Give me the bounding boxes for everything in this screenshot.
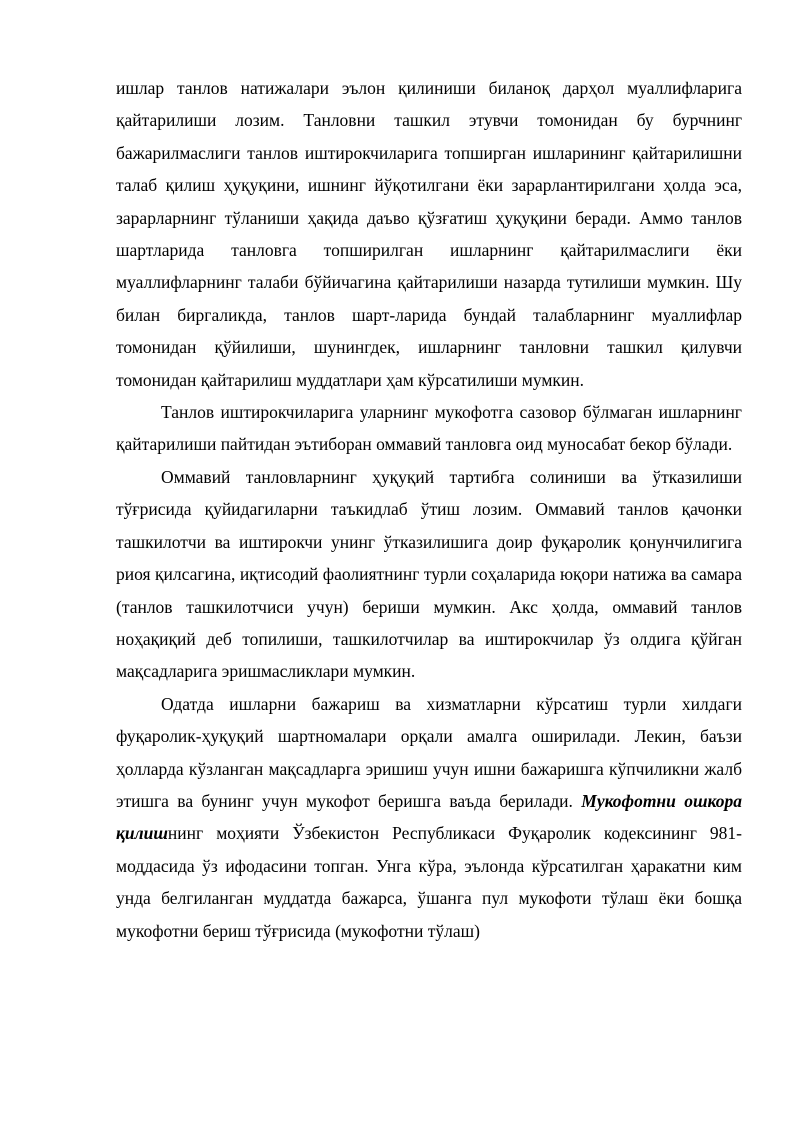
paragraph-public-reward-text-after: нинг моҳияти Ўзбекистон Республикаси Фуқаролик кодексининг 981-моддасида ўз ифодасини топган. Унга кўра, эълонда кўрсатилган ҳаракатни ким унда белгиланган муддатда бажарса, ўшанга пул мукофоти тўлаш ёки бошқа мукофотни бериш тўғрисида (мукофотни тўлаш)	[116, 823, 742, 941]
emphasis-term: Мукофотни ошкора қилиш	[116, 790, 743, 844]
paragraph-contest-relation-ends: Танлов иштирокчиларига уларнинг мукофотга сазовор бўлмаган ишларнинг қайтарилиши пайтидан эътиборан оммавий танловга оид муносабат бекор бўлади.	[116, 402, 742, 455]
document-page	[116, 72, 742, 947]
paragraph-returning-works: ишлар танлов натижалари эълон қилиниши биланоқ дарҳол муаллифларига қайтарилиши лозим. Танловни ташкил этувчи томонидан бу бурчнинг бажарилмаслиги танлов иштирокчиларига топширган ишларининг қайтарилишни талаб қилиш ҳуқуқини, ишнинг йўқотилгани ёки зарарлантирилгани ҳолда эса, зарарларнинг тўланиши ҳақида даъво қўзғатиш ҳуқуқини беради. Аммо танлов шартларида танловга топширилган ишларнинг қайтарилмаслиги ёки муаллифларнинг талаби бўйичагина қайтарилиши назарда тутилиши мумкин. Шу билан биргаликда, танлов шарт-ларида бундай талабларнинг муаллифлар томонидан қўйилиши, шунингдек, ишларнинг танловни ташкил қилувчи томонидан қайтарилиш муддатлари ҳам кўрсатилиши мумкин.	[116, 78, 742, 390]
paragraph-legal-regulation: Оммавий танловларнинг ҳуқуқий тартибга солиниши ва ўтказилиши тўғрисида қуйидагиларни таъкидлаб ўтиш лозим. Оммавий танлов қачонки ташкилотчи ва иштирокчи унинг ўтказилишига доир фуқаролик қонунчилигига риоя қилсагина, иқтисодий фаолиятнинг турли соҳаларида юқори натижа ва самара (танлов ташкилотчиси учун) бериши мумкин. Акс ҳолда, оммавий танлов ноҳақиқий деб топилиши, ташкилотчилар ва иштирокчилар ўз олдига қўйган мақсадларига эришмасликлари мумкин.	[116, 466, 742, 682]
paragraph-public-reward-text-before: Одатда ишларни бажариш ва хизматларни кўрсатиш турли хилдаги фуқаролик-ҳуқуқий шартномалари орқали амалга оширилади. Лекин, баъзи ҳолларда кўзланган мақсадларга эришиш учун ишни бажаришга кўпчиликни жалб этишга ва бунинг учун мукофот беришга ваъда берилади.	[116, 693, 742, 811]
paragraph-public-reward	[116, 688, 742, 947]
